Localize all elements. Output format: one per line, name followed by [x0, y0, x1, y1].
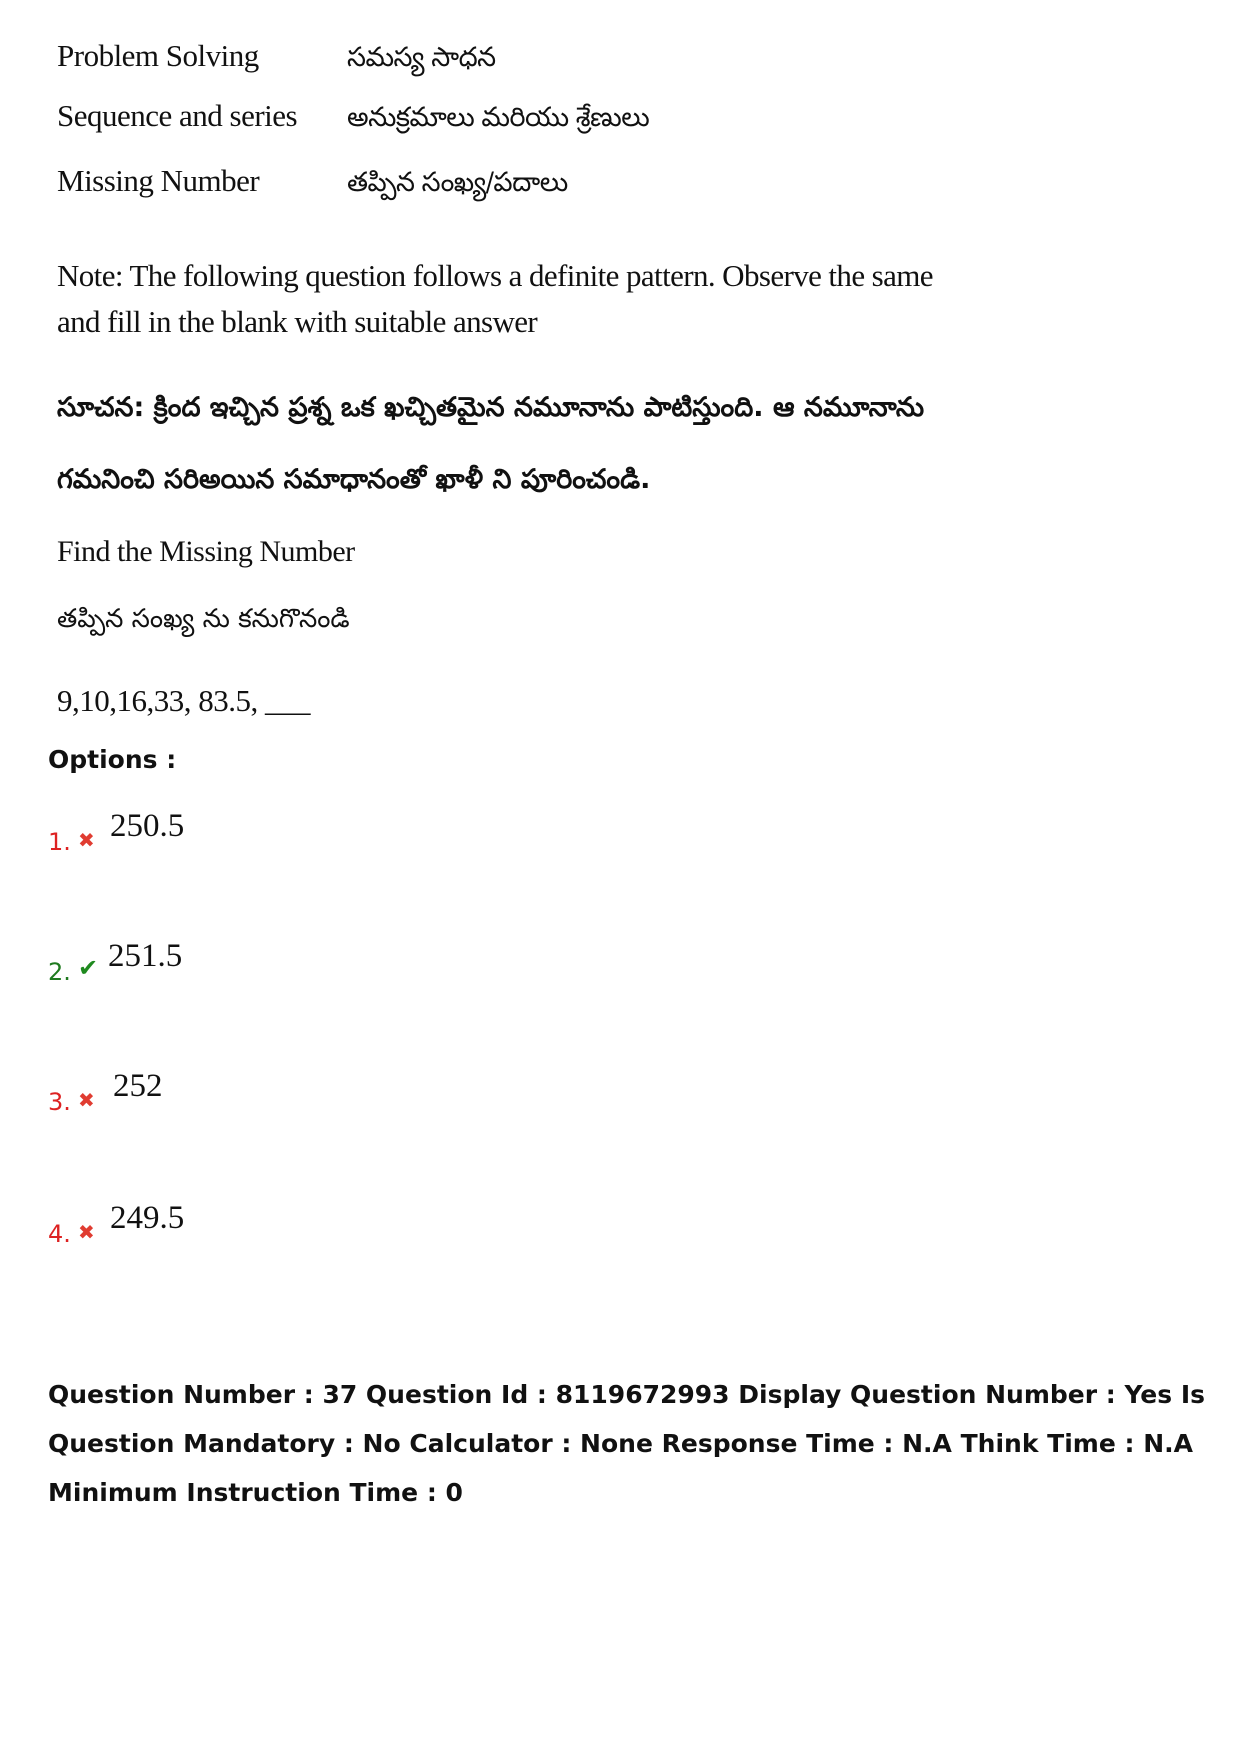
option-number: 3.: [48, 1088, 71, 1116]
cross-icon: ✖: [78, 828, 95, 852]
note-english: Note: The following question follows a definite pattern. Observe the same and fill in the blank with suitable answer: [57, 258, 933, 339]
checkmark-icon: ✔: [78, 954, 99, 982]
topic-telugu: అనుక్రమాలు మరియు శ్రేణులు: [347, 102, 650, 133]
topic-english: Missing Number: [57, 163, 260, 198]
option-number: 1.: [48, 828, 71, 856]
option-4[interactable]: [48, 1200, 448, 1250]
option-1[interactable]: [48, 808, 448, 858]
topic-english: Sequence and series: [57, 98, 298, 133]
cross-icon: ✖: [78, 1088, 95, 1112]
question-english: Find the Missing Number: [57, 535, 355, 568]
topic-telugu: సమస్య సాధన: [347, 42, 496, 73]
question-metadata: Question Number : 37 Question Id : 8119672993 Display Question Number : Yes Is Question Mandatory : No Calculator : None Response Time : N.A Think Time : N.A Minimum Instruction Time : 0: [48, 1380, 1206, 1507]
cross-icon: ✖: [78, 1220, 95, 1244]
option-value: 249.5: [110, 1200, 185, 1236]
option-value: 251.5: [108, 938, 183, 974]
option-value: 250.5: [110, 808, 185, 844]
topic-telugu: తప్పిన సంఖ్య/పదాలు: [347, 167, 568, 198]
topic-english: Problem Solving: [57, 38, 259, 73]
note-telugu: సూచన: క్రింద ఇచ్చిన ప్రశ్న ఒక ఖచ్చితమైన నమూనాను పాటిస్తుంది. ఆ నమూనాను గమనించి సరిఅయిన సమాధానంతో ఖాళీ ని పూరించండి.: [57, 392, 925, 495]
question-sequence: 9,10,16,33, 83.5, ___: [57, 683, 310, 718]
option-2[interactable]: [48, 938, 448, 988]
options-label: Options :: [48, 745, 177, 774]
option-3[interactable]: [48, 1068, 448, 1118]
question-telugu: తప్పిన సంఖ్య ను కనుగొనండి: [57, 604, 350, 634]
option-value: 252: [113, 1068, 163, 1104]
option-number: 2.: [48, 958, 71, 986]
option-number: 4.: [48, 1220, 71, 1248]
